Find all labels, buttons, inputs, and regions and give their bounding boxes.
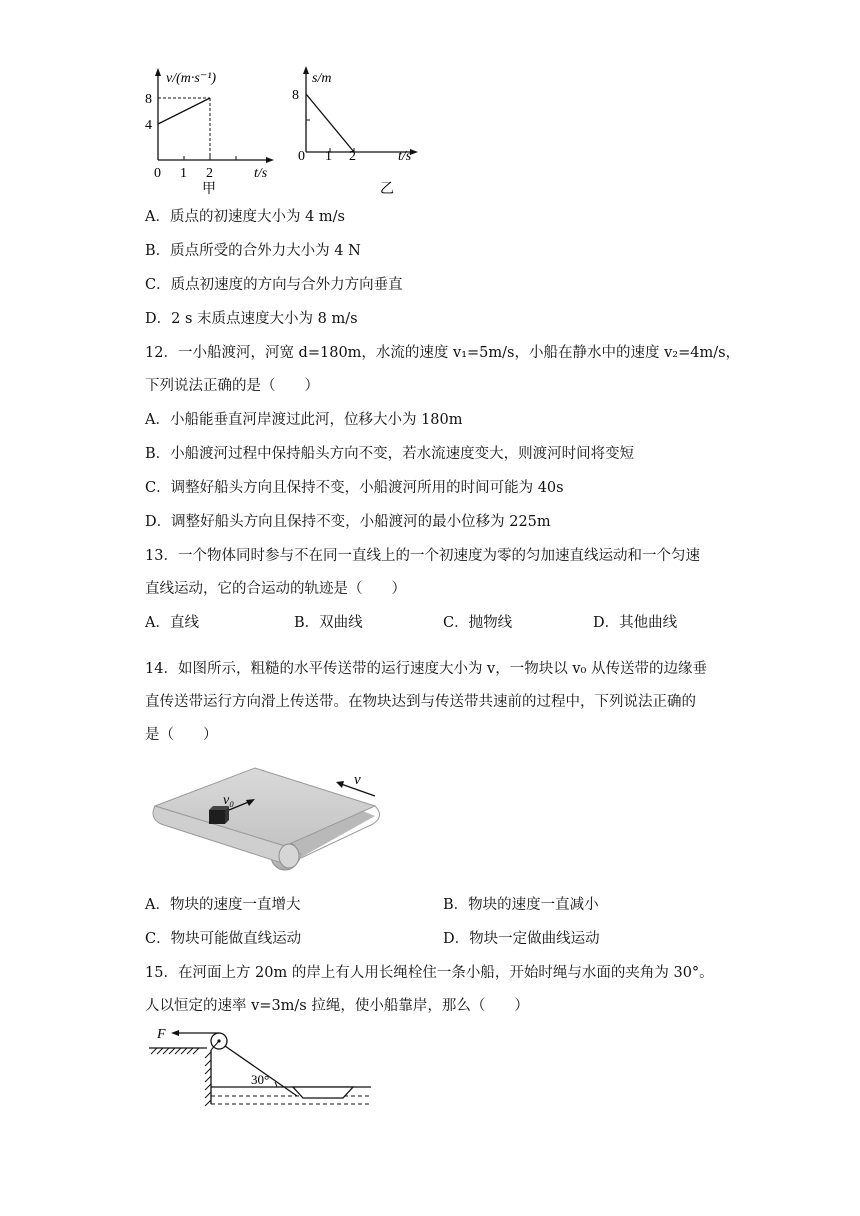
figure-caption-yi: 乙 <box>380 182 394 197</box>
y-axis-label: s/m <box>312 71 332 86</box>
y-axis-arrow <box>155 68 161 76</box>
q12-option-a: A．小船能垂直河岸渡过此河，位移大小为 180m <box>145 412 463 428</box>
boat-icon <box>293 1087 353 1098</box>
q11-figure-yi <box>288 60 438 200</box>
q13-option-b: B．双曲线 <box>294 615 363 631</box>
q11-option-c: C．质点初速度的方向与合外力方向垂直 <box>145 277 403 293</box>
q14-option-c: C．物块可能做直线运动 <box>145 931 302 947</box>
v-label: v <box>354 772 361 788</box>
rope <box>225 1046 297 1096</box>
q14-stem-line1: 14．如图所示，粗糙的水平传送带的运行速度大小为 v，一物块以 v₀ 从传送带的边缘垂 <box>145 661 707 677</box>
y-tick-8: 8 <box>292 88 299 103</box>
force-label: F <box>157 1027 166 1042</box>
displacement-line <box>306 94 354 152</box>
q15-stem-line2: 人以恒定的速率 v=3m/s 拉绳，使小船靠岸，那么（ ） <box>145 998 529 1014</box>
q14-conveyor-figure <box>145 760 395 878</box>
x-tick-1: 1 <box>325 149 332 164</box>
front-roller-end <box>279 844 299 868</box>
q14-stem-line2: 直传送带运行方向滑上传送带。在物块达到与传送带共速前的过程中，下列说法正确的 <box>145 694 696 710</box>
x-axis-label: t/s <box>398 149 412 164</box>
q13-option-a: A．直线 <box>145 615 199 631</box>
q13-option-d: D．其他曲线 <box>593 615 678 631</box>
q15-boat-figure <box>143 1024 383 1114</box>
angle-label: 30° <box>251 1072 270 1087</box>
q11-option-d: D．2 s 末质点速度大小为 8 m/s <box>145 311 358 327</box>
q14-option-a: A．物块的速度一直增大 <box>145 897 301 913</box>
x-tick-2: 2 <box>349 149 356 164</box>
y-tick-4: 4 <box>145 118 152 133</box>
x-tick-0: 0 <box>154 166 161 181</box>
x-tick-0: 0 <box>298 149 305 164</box>
q12-option-c: C．调整好船头方向且保持不变，小船渡河所用的时间可能为 40s <box>145 480 564 496</box>
q15-stem-line1: 15．在河面上方 20m 的岸上有人用长绳栓住一条小船，开始时绳与水面的夹角为 30°。 <box>145 965 714 981</box>
y-axis-label: v/(m·s⁻¹) <box>166 71 217 86</box>
v0-label: v₀ <box>223 793 235 808</box>
q14-option-d: D．物块一定做曲线运动 <box>443 931 600 947</box>
q13-stem-line2: 直线运动，它的合运动的轨迹是（ ） <box>145 581 406 597</box>
q13-stem-line1: 13．一个物体同时参与不在同一直线上的一个初速度为零的匀加速直线运动和一个匀速 <box>145 548 700 564</box>
q12-stem-line1: 12．一小船渡河，河宽 d=180m，水流的速度 v₁=5m/s，小船在静水中的速度 v₂=4m/s， <box>145 345 741 361</box>
q13-option-c: C．抛物线 <box>443 615 513 631</box>
x-tick-2: 2 <box>206 166 213 181</box>
q14-option-b: B．物块的速度一直减小 <box>443 897 599 913</box>
x-axis-arrow <box>266 157 274 163</box>
x-axis-label: t/s <box>254 166 268 181</box>
q14-stem-line3: 是（ ） <box>145 727 218 743</box>
q12-stem-line2: 下列说法正确的是（ ） <box>145 378 319 394</box>
x-tick-1: 1 <box>180 166 187 181</box>
q11-figure-jia <box>140 60 290 200</box>
velocity-line <box>158 98 210 124</box>
y-tick-8: 8 <box>145 92 152 107</box>
q11-option-a: A．质点的初速度大小为 4 m/s <box>145 209 345 225</box>
y-axis-arrow <box>303 66 309 74</box>
figure-caption-jia: 甲 <box>202 182 216 197</box>
q12-option-d: D．调整好船头方向且保持不变，小船渡河的最小位移为 225m <box>145 514 551 530</box>
q12-option-b: B．小船渡河过程中保持船头方向不变，若水流速度变大，则渡河时间将变短 <box>145 446 635 462</box>
q11-option-b: B．质点所受的合外力大小为 4 N <box>145 243 361 259</box>
block-icon <box>209 810 225 824</box>
angle-arc <box>275 1082 277 1087</box>
